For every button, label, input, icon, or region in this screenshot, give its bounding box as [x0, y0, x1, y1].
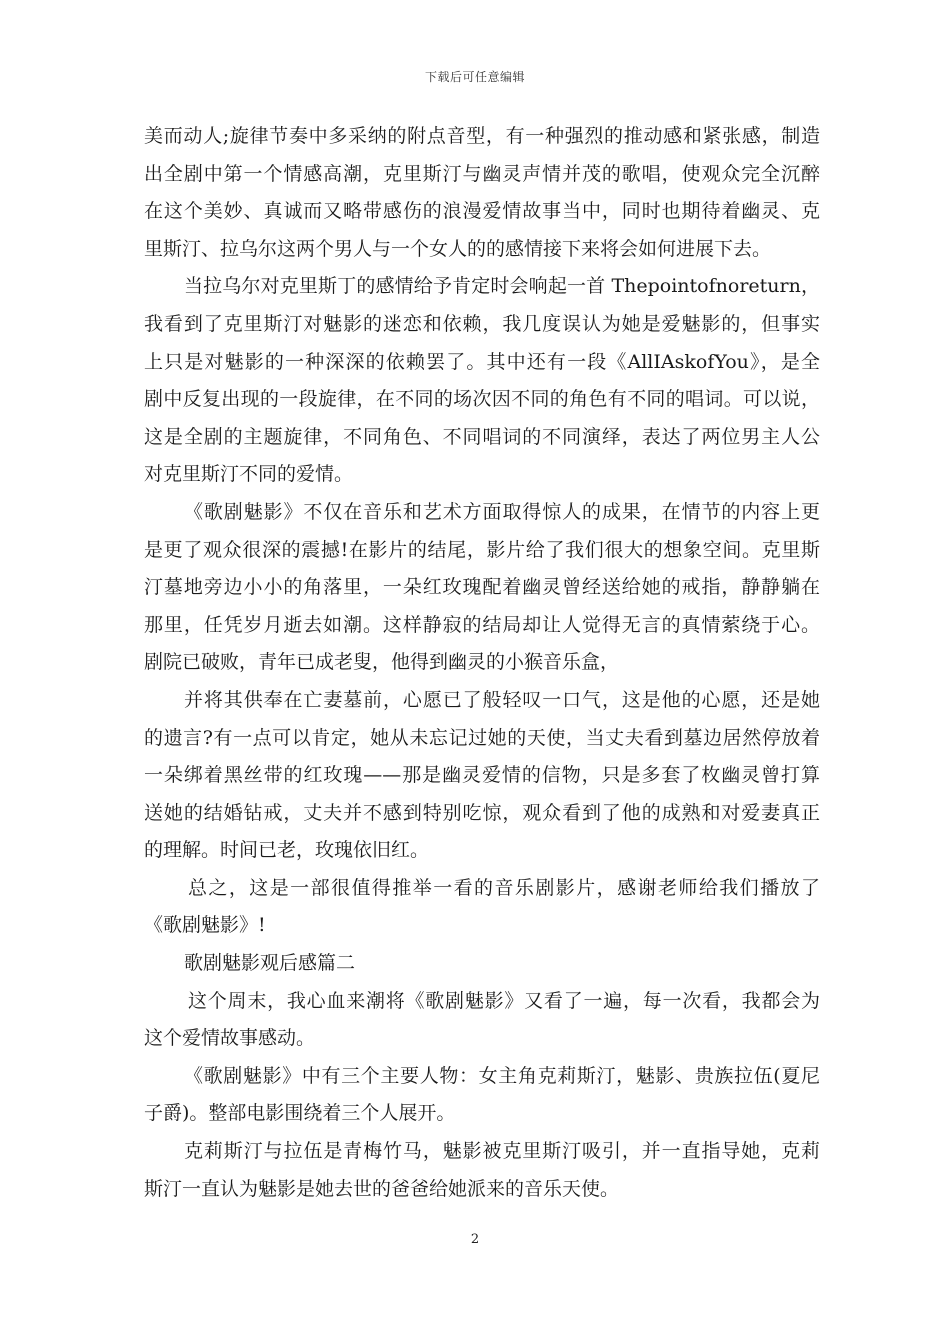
text-line: 送她的结婚钻戒，丈夫并不感到特别吃惊，观众看到了他的成熟和对爱妻真正 [144, 801, 820, 824]
text-line: 斯汀一直认为魅影是她去世的爸爸给她派来的音乐天使。 [144, 1177, 620, 1200]
paragraph [144, 118, 820, 268]
text-line: 克莉斯汀与拉伍是青梅竹马，魅影被克里斯汀吸引，并一直指导她，克莉 [184, 1140, 820, 1163]
text-line: 美而动人;旋律节奏中多采纳的附点音型，有一种强烈的推动感和紧张感，制造 [144, 125, 820, 147]
text-line: 这个周末，我心血来潮将《歌剧魅影》又看了一遍，每一次看，我都会为 [188, 989, 820, 1012]
text-line: 出全剧中第一个情感高潮，克里斯汀与幽灵声情并茂的歌唱，使观众完全沉醉 [144, 162, 820, 185]
page-header: 下载后可任意编辑 [424, 70, 525, 84]
section-heading [144, 945, 820, 983]
text-line: 对克里斯汀不同的爱情。 [144, 463, 354, 486]
text-line: 并将其供奉在亡妻墓前，心愿已了般轻叹一口气，这是他的心愿，还是她 [184, 688, 820, 711]
text-line: 《歌剧魅影》中有三个主要人物：女主角克莉斯汀，魅影、贵族拉伍(夏尼 [184, 1064, 820, 1087]
text-line: 汀墓地旁边小小的角落里，一朵红玫瑰配着幽灵曾经送给她的戒指，静静躺在 [144, 576, 820, 599]
text-line: 《歌剧魅影》! [144, 914, 266, 937]
text-line: 总之，这是一部很值得推举一看的音乐剧影片，感谢老师给我们播放了 [188, 876, 820, 899]
text-line: 那里，任凭岁月逝去如潮。这样静寂的结局却让人觉得无言的真情萦绕于心。 [144, 613, 820, 636]
text-line: 里斯汀、拉乌尔这两个男人与一个女人的的感情接下来将会如何进展下去。 [144, 237, 772, 260]
paragraph [144, 1058, 820, 1133]
text-line: 这个爱情故事感动。 [144, 1027, 316, 1050]
text-line: 当拉乌尔对克里斯丁的感情给予肯定时会响起一首 Thepointofnoreturn， [184, 275, 820, 298]
text-line: 的遗言?有一点可以肯定，她从未忘记过她的天使，当丈夫看到墓边居然停放着 [144, 726, 820, 749]
text-line: 剧院已破败，青年已成老叟，他得到幽灵的小猴音乐盒， [144, 651, 620, 674]
paragraph [144, 494, 820, 682]
paragraph [144, 983, 820, 1058]
text-line: 子爵)。整部电影围绕着三个人展开。 [144, 1102, 456, 1125]
text-line: 《歌剧魅影》不仅在音乐和艺术方面取得惊人的成果，在情节的内容上更 [184, 500, 820, 523]
text-line: 是更了观众很深的震撼!在影片的结尾，影片给了我们很大的想象空间。克里斯 [144, 538, 820, 561]
paragraph [144, 1133, 820, 1208]
text-line: 剧中反复出现的一段旋律，在不同的场次因不同的角色有不同的唱词。可以说， [144, 388, 820, 411]
page-number: 2 [470, 1232, 480, 1247]
text-line: 上只是对魅影的一种深深的依赖罢了。其中还有一段《AllIAskofYou》，是全 [144, 350, 820, 373]
text-line: 我看到了克里斯汀对魅影的迷恋和依赖，我几度误认为她是爱魅影的，但事实 [144, 312, 820, 335]
paragraph [144, 268, 820, 494]
text-line: 在这个美妙、真诚而又略带感伤的浪漫爱情故事当中，同时也期待着幽灵、克 [144, 200, 820, 223]
text-line: 的理解。时间已老，玫瑰依旧红。 [144, 839, 430, 862]
heading-line: 歌剧魅影观后感篇二 [184, 952, 356, 975]
text-line: 这是全剧的主题旋律，不同角色、不同唱词的不同演绎，表达了两位男主人公 [144, 425, 820, 448]
paragraph [144, 870, 820, 945]
text-line: 一朵绑着黑丝带的红玫瑰——那是幽灵爱情的信物，只是多套了枚幽灵曾打算 [144, 764, 820, 787]
document-body [144, 118, 820, 1208]
paragraph [144, 682, 820, 870]
